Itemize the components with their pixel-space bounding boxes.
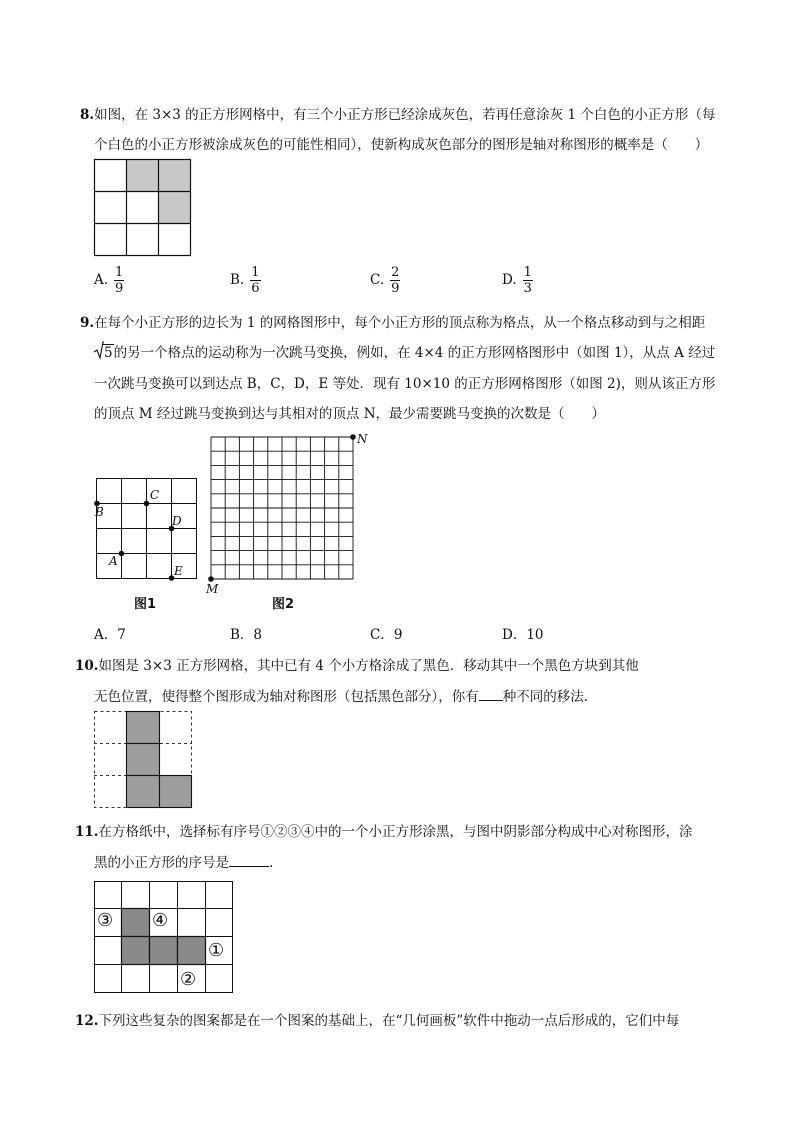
q9-text-line2	[94, 341, 715, 361]
q11-text-line2	[94, 851, 273, 871]
q10-text-line2	[94, 685, 597, 705]
q10-stem-2a: 无色位置，使得整个图形成为轴对称图形（包括黑色部分），你有	[94, 689, 479, 705]
q11-stem-2b: .	[269, 855, 274, 871]
q9-figure-1-caption: 图1	[134, 597, 157, 612]
q11-label-1: ①	[208, 940, 225, 961]
q9-label-e: E	[174, 564, 183, 578]
q9-stem-1: 在每个小正方形的边长为 1 的网格图形中，每个小正方形的顶点称为格点，从一个格点移动到与之相距	[94, 315, 706, 331]
q11-shaded-cell	[122, 937, 150, 965]
q12-number: 12.	[75, 1013, 99, 1029]
q11-shaded-cell	[178, 937, 206, 965]
q8-stem-2: 个白色的小正方形被涂成灰色的可能性相同），使新构成灰色部分的图形是轴对称图形的概率是（ ）	[94, 137, 709, 153]
q10-black-cell	[127, 744, 160, 776]
q9-label-m: M	[206, 582, 219, 596]
q8-option-b[interactable]: B. $\frac{1}{6}$	[230, 265, 260, 296]
q9-figure-2-caption: 图2	[272, 597, 295, 612]
q8-grid-figure	[94, 159, 192, 257]
q9-point-m-dot	[208, 576, 214, 582]
q11-label-3: ③	[97, 910, 114, 931]
q8-option-a-fraction: $\frac{1}{9}$	[115, 265, 124, 296]
q8-gray-cell	[126, 159, 158, 191]
q12-text-line1	[75, 1009, 679, 1029]
q12-stem-1: 下列这些复杂的图案都是在一个图案的基础上，在“几何画板”软件中拖动一点后形成的，它们中每	[98, 1013, 680, 1029]
q9-stem-2: 的另一个格点的运动称为一次跳马变换，例如，在 4×4 的正方形网格图形中（如图 1），从点 A 经过	[113, 345, 716, 361]
q11-grid-figure	[94, 881, 236, 993]
q9-point-c-dot	[144, 501, 150, 507]
q8-option-c[interactable]: C. $\frac{2}{9}$	[370, 265, 400, 296]
q8-stem-1: 如图，在 3×3 的正方形网格中，有三个小正方形已经涂成灰色，若再任意涂灰 1 个白色的小正方形（每	[94, 107, 716, 123]
q11-label-4: ④	[152, 910, 169, 931]
q11-shaded-cell	[150, 937, 178, 965]
q10-stem-2b: 种不同的移法．	[502, 689, 598, 705]
q9-figure-2-grid	[206, 432, 368, 596]
q10-stem-1: 如图是 3×3 正方形网格，其中已有 4 个小方格涂成了黑色．移动其中一个黑色方块到其他	[98, 658, 639, 674]
q10-text-line1	[75, 654, 639, 674]
q9-label-n: N	[357, 432, 368, 446]
q8-gray-cell	[158, 191, 190, 223]
q11-label-2: ②	[180, 969, 197, 990]
q9-label-a: A	[109, 554, 118, 568]
q8-option-a[interactable]: A. $\frac{1}{9}$	[94, 265, 124, 296]
q8-option-c-fraction: $\frac{2}{9}$	[391, 265, 400, 296]
q9-label-c: C	[150, 488, 160, 502]
q10-black-cell	[127, 776, 160, 808]
q11-text-line1	[75, 820, 693, 840]
q9-stem-4: 的顶点 M 经过跳马变换到达与其相对的顶点 N，最少需要跳马变换的次数是（ ）	[94, 406, 606, 422]
q10-black-cell	[160, 776, 192, 808]
q9-point-a-dot	[119, 551, 125, 557]
q11-number: 11.	[75, 824, 99, 840]
q9-stem-3: 一次跳马变换可以到达点 B，C，D，E 等处．现有 10×10 的正方形网格图形（如图 2)，则从该正方形	[94, 376, 716, 392]
q11-shaded-cell	[122, 909, 150, 937]
q8-text-line1	[80, 103, 715, 123]
q9-text-line1	[80, 311, 705, 331]
q9-point-n-dot	[350, 434, 356, 440]
q11-stem-1: 在方格纸中，选择标有序号①②③④中的一个小正方形涂黑，与图中阴影部分构成中心对称图形，涂	[98, 824, 693, 840]
q11-stem-2a: 黑的小正方形的序号是	[94, 855, 229, 871]
q10-black-cell	[127, 712, 160, 744]
q8-gray-cell	[158, 159, 190, 191]
q11-answer-blank[interactable]	[229, 854, 269, 867]
q8-number: 8.	[80, 107, 95, 123]
q9-option-b[interactable]: B．8	[230, 627, 263, 643]
q9-option-d[interactable]: D．10	[502, 627, 544, 643]
q9-label-b: B	[95, 505, 104, 519]
q8-option-d[interactable]: D. $\frac{1}{3}$	[502, 265, 532, 296]
q8-option-d-fraction: $\frac{1}{3}$	[523, 265, 532, 296]
q9-sqrt-5: 5	[94, 345, 114, 361]
q8-text-line2	[94, 133, 708, 153]
q9-figure-1-grid	[96, 478, 200, 582]
q8-option-b-fraction: $\frac{1}{6}$	[251, 265, 260, 296]
q9-text-line3	[94, 372, 715, 392]
q9-option-c[interactable]: C．9	[370, 627, 403, 643]
q9-text-line4	[94, 402, 605, 422]
q10-number: 10.	[75, 658, 99, 674]
q9-label-d: D	[172, 514, 182, 528]
q10-answer-blank[interactable]	[479, 688, 503, 701]
q10-grid-figure	[94, 711, 194, 811]
q9-number: 9.	[80, 315, 95, 331]
q9-option-a[interactable]: A．7	[94, 627, 126, 643]
